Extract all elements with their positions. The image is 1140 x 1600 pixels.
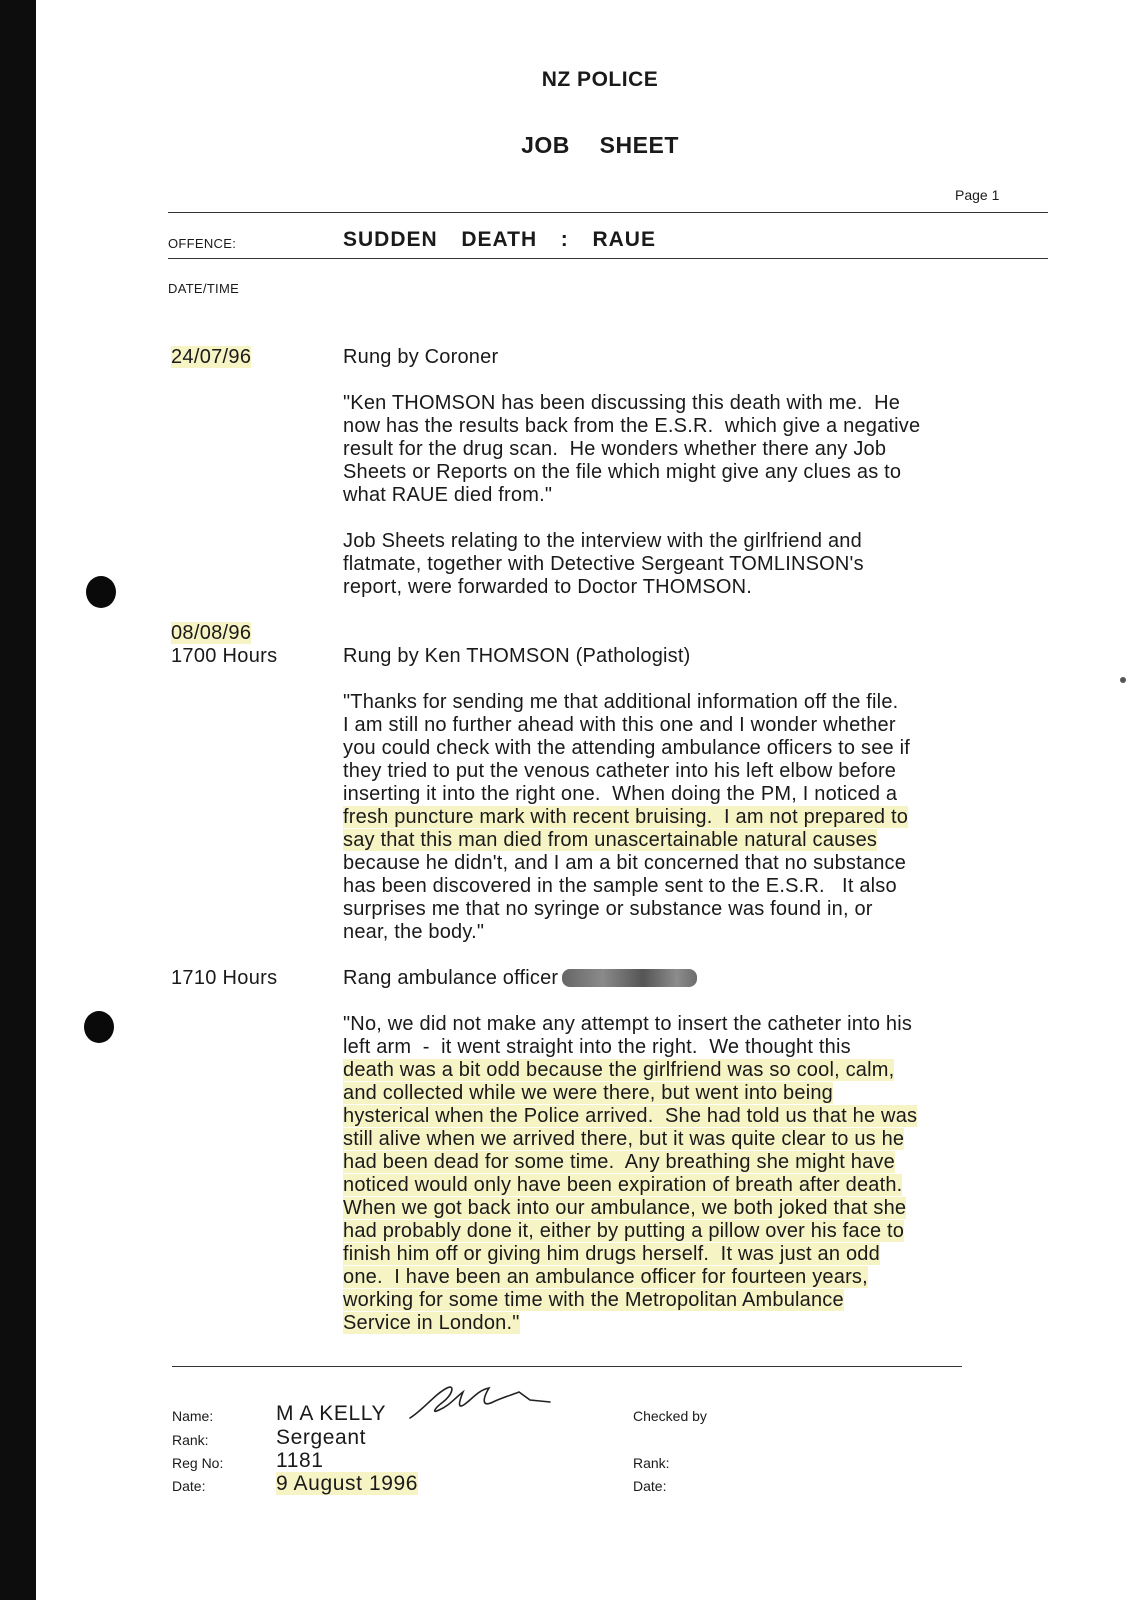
signature-mark	[405, 1380, 555, 1425]
redaction-mark	[562, 969, 697, 987]
offence-rule	[168, 258, 1048, 259]
entry-heading: Rung by Ken THOMSON (Pathologist)	[343, 645, 691, 667]
rank-label: Rank:	[172, 1432, 209, 1448]
offence-value: SUDDEN DEATH : RAUE	[343, 228, 656, 251]
date-label: Date:	[172, 1478, 206, 1494]
offence-label: OFFENCE:	[168, 236, 237, 251]
datetime-label: DATE/TIME	[168, 281, 240, 296]
entry-heading: Rang ambulance officer	[343, 967, 1048, 990]
officer-rank: Sergeant	[276, 1426, 367, 1449]
entry-date-value: 24/07/96	[171, 346, 252, 368]
entry-paragraph: Job Sheets relating to the interview with the girlfriend and flatmate, together with Detective Sergeant TOMLINSON's report, were forwarded to Doctor THOMSON.	[343, 530, 864, 598]
footer-rule	[172, 1366, 962, 1367]
agency-title: NZ POLICE	[541, 68, 659, 91]
punch-hole	[86, 576, 116, 608]
punch-hole	[84, 1011, 114, 1043]
entry-paragraph: "No, we did not make any attempt to insert the catheter into his left arm - it went straight into the right. We thought this death was a bit odd because the girlfriend was so cool, calm, and collected while we were there, but went into being hysterical when the Police arrived. She had told us that he was still alive when we arrived there, but it was quite clear to us he had been dead for some time. Any breathing she might have noticed would only have been expiration of breath after death. When we got back into our ambulance, we both joked that she had probably done it, either by putting a pillow over his face to finish him off or giving him drugs herself. It was just an odd one. I have been an ambulance officer for fourteen years, working for some time with the Metropolitan Ambulance Service in London."	[343, 1013, 918, 1334]
entry-date-value: 08/08/96	[171, 622, 252, 644]
checked-date-label: Date:	[633, 1478, 667, 1494]
officer-reg-no: 1181	[276, 1449, 324, 1472]
page-number: Page 1	[955, 187, 1000, 203]
sheet-date-value: 9 August 1996	[276, 1472, 419, 1495]
reg-no-label: Reg No:	[172, 1455, 224, 1471]
name-label: Name:	[172, 1408, 214, 1424]
entry-time: 1700 Hours	[171, 645, 278, 667]
entry-date	[171, 622, 277, 668]
officer-name: M A KELLY	[276, 1402, 387, 1425]
entry-heading: Rung by Coroner	[343, 346, 499, 368]
sheet-title: JOB SHEET	[521, 132, 679, 158]
checked-by-label: Checked by	[633, 1408, 707, 1424]
entry-date	[171, 346, 251, 369]
checked-rank-label: Rank:	[633, 1455, 670, 1471]
scan-left-edge	[0, 0, 36, 1600]
scan-speck	[1120, 677, 1126, 683]
header-rule	[168, 212, 1048, 213]
entry-time: 1710 Hours	[171, 967, 278, 989]
sheet-date	[276, 1472, 418, 1496]
entry-paragraph: "Ken THOMSON has been discussing this death with me. He now has the results back from the E.S.R. which give a negative result for the drug scan. He wonders whether there any Job Sheets or Reports on the file which might give any clues as to what RAUE died from."	[343, 392, 921, 506]
entry-paragraph: "Thanks for sending me that additional information off the file. I am still no further ahead with this one and I wonder whether you could check with the attending ambulance officers to see if they tried to put the venous catheter into his left elbow before inserting it into the right one. When doing the PM, I noticed a fresh puncture mark with recent bruising. I am not prepared to say that this man died from unascertainable natural causes because he didn't, and I am a bit concerned that no substance has been discovered in the sample sent to the E.S.R. It also surprises me that no syringe or substance was found in, or near, the body."	[343, 691, 911, 943]
